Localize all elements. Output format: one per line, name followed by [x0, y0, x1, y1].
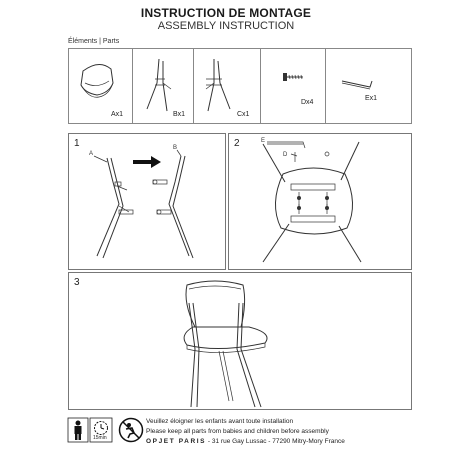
page-title: INSTRUCTION DE MONTAGE: [140, 6, 312, 20]
part-c-qty: Cx1: [237, 111, 250, 118]
no-children-icon: [118, 417, 144, 443]
assembly-time: 15min: [93, 435, 107, 441]
warning-en: Please keep all parts from babies and children before assembly: [146, 428, 329, 435]
footer: [68, 416, 412, 450]
leg-frame-c-icon: [194, 49, 260, 125]
step-1-panel: [68, 133, 226, 270]
callout-e: E: [261, 138, 266, 144]
step-2-number: 2: [234, 138, 240, 149]
callout-b: B: [173, 145, 178, 151]
step-1-illustration: [69, 134, 227, 271]
part-a-qty: Ax1: [111, 111, 124, 118]
person-icon: [68, 418, 88, 442]
allen-key-icon: [326, 49, 412, 125]
step-3-number: 3: [74, 277, 80, 288]
page-subtitle: ASSEMBLY INSTRUCTION: [157, 20, 295, 32]
company-info: [146, 438, 345, 445]
part-e-qty: Ex1: [365, 95, 378, 102]
warning-fr: Veuillez éloigner les enfants avant toute installation: [146, 418, 294, 425]
parts-label: Éléments | Parts: [68, 38, 120, 45]
parts-panel: [68, 48, 412, 124]
step-2-illustration: [229, 134, 413, 271]
part-d-qty: Dx4: [301, 99, 314, 106]
step-1-number: 1: [74, 138, 80, 149]
screw-icon: [261, 49, 325, 125]
part-b-qty: Bx1: [173, 111, 186, 118]
step-3-panel: [68, 272, 412, 410]
step-3-chair-illustration: [69, 273, 413, 411]
callout-a: A: [89, 151, 94, 157]
company-address: - 31 rue Gay Lussac - 77290 Mitry-Mory France: [206, 438, 345, 445]
step-2-panel: [228, 133, 412, 270]
brand-name: OPJET PARIS: [146, 438, 207, 445]
callout-d: D: [283, 152, 288, 158]
